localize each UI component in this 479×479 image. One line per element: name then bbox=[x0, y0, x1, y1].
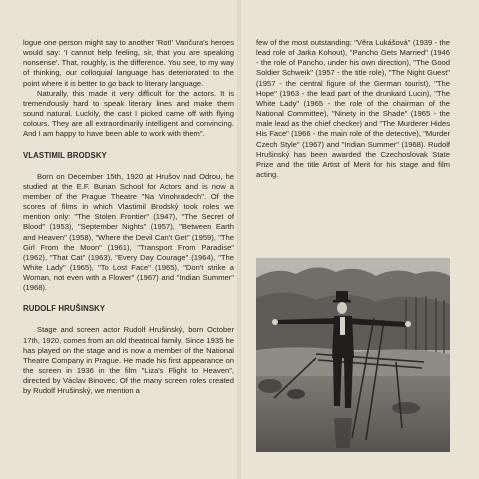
photo-man-in-top-hat-balancing-icon bbox=[256, 258, 450, 452]
heading-rudolf-hrusinsky: RUDOLF HRUŠINSKY bbox=[23, 304, 106, 314]
heading-vlastimil-brodsky: VLASTIMIL BRODSKY bbox=[23, 150, 107, 160]
left-paragraph-1: logue one person might say to another 'Rot!' Vančura's heroes would say: 'I cannot help feeling, sir, that you are speaking nonsense'. That, roughly, is the difference. You see, to my way of thinking, our colloquial language has deteriorated to the point where it is better to go back to literary language. bbox=[23, 38, 234, 88]
page-gutter bbox=[237, 0, 241, 479]
photo-man-in-top-hat bbox=[256, 258, 450, 452]
right-paragraph-1: few of the most outstanding: "Věra Lukášová" (1939 - the lead role of Jarka Kohout), "Pancho Gets Married" (1946 - the role of Pancho, under his own direction), "The Good Soldier Schweik" (1957 - the title role), "The Night Guest" (1957 - the central figure of the German tourist), "The Hope" (1963 - the lead part of the drunkard Lucin), "The White Lady" (1965 - the role of the chairman of the National Committee), "Ninety in the Shade" (1965 - the male lead as the chief checker) and "The Murderer Hides His Face" (1966 - the main role of the detective), "Murder Czech Style" (1967) and "Indian Summer" (1968). Rudolf Hrušinský has been awarded the Czechoslovak State Prize and the title Artist of Merit for his stage and film acting. bbox=[256, 38, 450, 180]
left-paragraph-3: Born on December 15th, 1920 at Hrušov nad Odrou, he studied at the E.F. Burian School for Actors and is now a member of the Prague Theatre "Na Vinohradech". Of the scores of films in which Vlastimil Brodský took roles we mention only: "The Stolen Frontier" (1947), "The Secret of Blood" (1953), "September Nights" (1957), "Between Earth and Heaven" (1958), "Where the Devil Can't Get" (1959), "The Girl From the Moon" (1961), "Transport From Paradise" (1962), "That Cat" (1963), "Every Day Courage" (1964), "The White Lady" (1965), "To Lost Face" (1965), "Don't strike a Woman, not even with a Flower" (1967) and "Indian Summer" (1968). bbox=[23, 171, 234, 293]
left-column bbox=[23, 38, 234, 397]
right-column bbox=[256, 38, 450, 180]
left-paragraph-4: Stage and screen actor Rudolf Hrušinský, born October 17th, 1920, comes from an old theatrical family. Since 1935 he has played on the stage and is now a member of the National Theatre Company in Prague. He made his first appearance on the screen in 1936 in the film "Liza's Flight to Heaven", directed by Václav Binovec. Of the many screen roles created by Rudolf Hrušinský, we mention a bbox=[23, 325, 234, 396]
left-paragraph-2: Naturally, this made it very difficult for the actors. It is tremendously hard to speak literary lines and make them sound natural. Luckily, the cast I picked came off with flying colours. They are all extraordinarily intelligent and convincing. And I am happy to have been able to work with them". bbox=[23, 88, 234, 139]
